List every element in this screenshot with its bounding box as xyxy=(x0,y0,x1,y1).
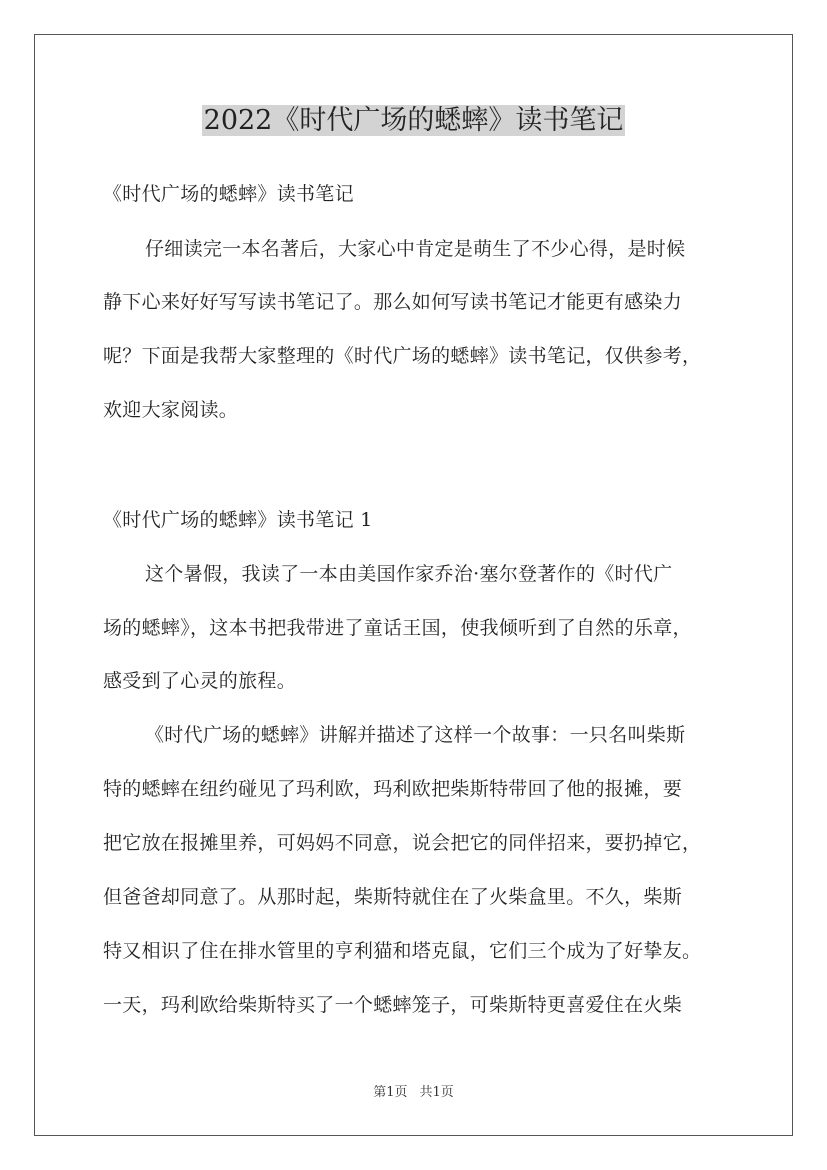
document-title xyxy=(0,101,827,141)
paragraph-line: 特的蟋蟀在纽约碰见了玛利欧，玛利欧把柴斯特带回了他的报摊，要 xyxy=(103,778,683,800)
paragraph-line: 把它放在报摊里养，可妈妈不同意，说会把它的同伴招来，要扔掉它， xyxy=(103,832,702,854)
intro-line: 呢？下面是我帮大家整理的《时代广场的蟋蟀》读书笔记，仅供参考， xyxy=(103,345,702,367)
page-total: 共1页 xyxy=(419,1085,454,1100)
subtitle: 《时代广场的蟋蟀》读书笔记 xyxy=(103,183,354,205)
page-number: 第1页 xyxy=(373,1085,408,1100)
intro-line: 欢迎大家阅读。 xyxy=(103,399,239,421)
paragraph-line: 场的蟋蟀》，这本书把我带进了童话王国，使我倾听到了自然的乐章， xyxy=(103,617,692,639)
section-heading: 《时代广场的蟋蟀》读书笔记 1 xyxy=(103,509,373,531)
paragraph-line: 这个暑假，我读了一本由美国作家乔治·塞尔登著作的《时代广 xyxy=(145,563,673,585)
paragraph-line: 一天，玛利欧给柴斯特买了一个蟋蟀笼子，可柴斯特更喜爱住在火柴 xyxy=(103,994,683,1016)
paragraph-line: 感受到了心灵的旅程。 xyxy=(103,670,297,692)
page-footer xyxy=(0,1084,827,1102)
document-title-text: 2022《时代广场的蟋蟀》读书笔记 xyxy=(203,105,624,136)
paragraph-line: 《时代广场的蟋蟀》讲解并描述了这样一个故事：一只名叫柴斯 xyxy=(145,724,686,746)
intro-line: 静下心来好好写写读书笔记了。那么如何写读书笔记才能更有感染力 xyxy=(103,291,683,313)
intro-line: 仔细读完一本名著后，大家心中肯定是萌生了不少心得，是时候 xyxy=(145,238,686,260)
paragraph-line: 但爸爸却同意了。从那时起，柴斯特就住在了火柴盒里。不久，柴斯 xyxy=(103,886,683,908)
paragraph-line: 特又相识了住在排水管里的亨利猫和塔克鼠，它们三个成为了好挚友。 xyxy=(103,940,702,962)
